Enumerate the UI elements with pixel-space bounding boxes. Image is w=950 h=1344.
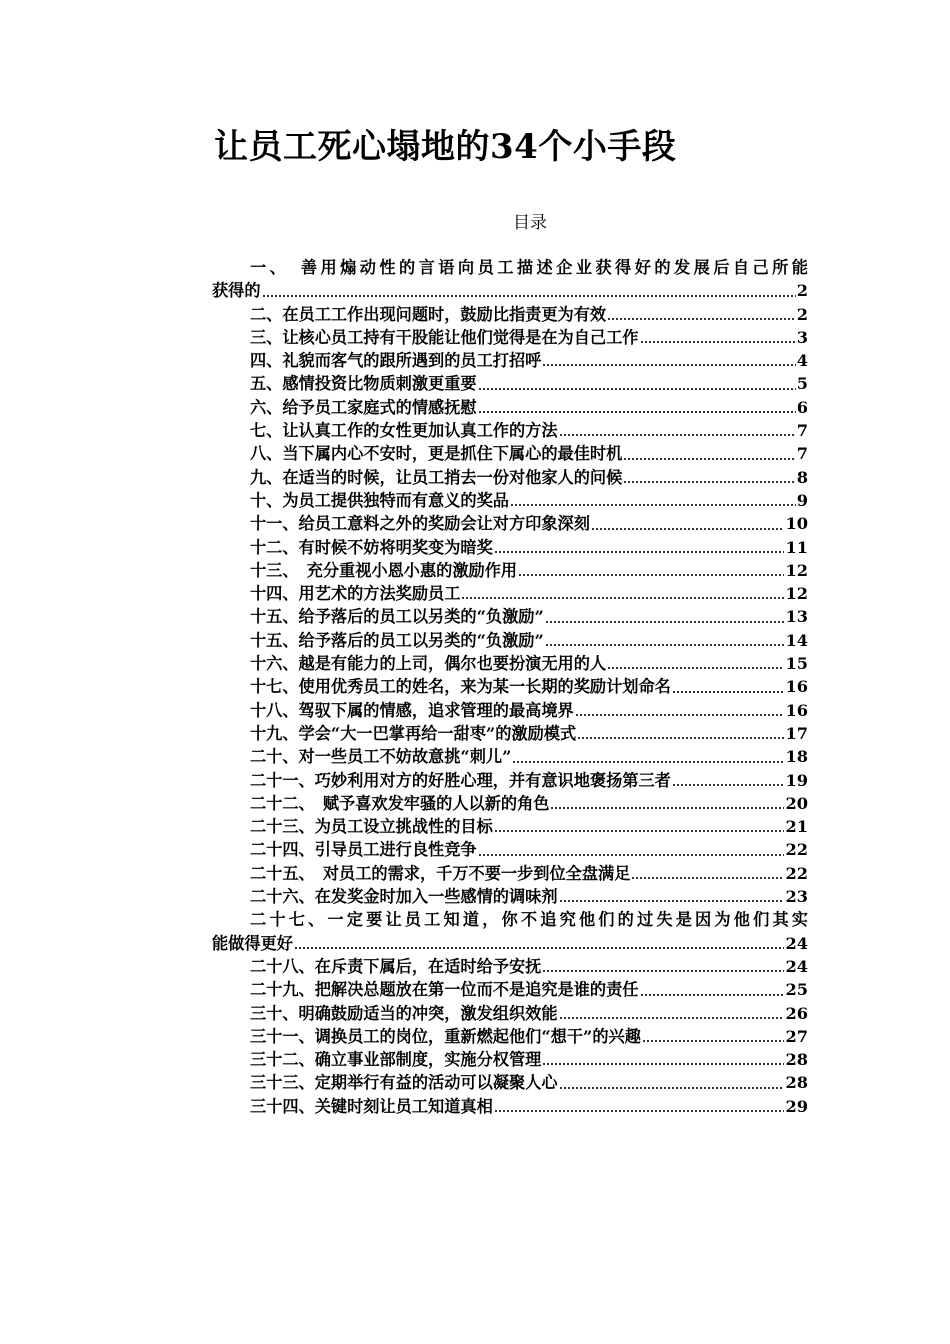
toc-heading: 目录 [513,213,547,233]
dot-leader [478,385,796,391]
toc-entry-text: 二十、对一些员工不妨故意挑“刺儿” [250,747,512,767]
toc-entry-text: 二十八、在斥责下属后，在适时给予安抚 [250,956,542,976]
toc-entry[interactable] [212,466,808,489]
toc-entry[interactable] [212,419,808,442]
toc-entry[interactable] [212,559,808,582]
toc-entry[interactable] [212,349,808,372]
dot-leader [542,361,795,367]
toc-entry[interactable] [212,372,808,395]
toc-page-number: 24 [785,933,808,953]
toc-page-number: 22 [785,840,808,860]
dot-leader [623,478,795,484]
toc-page-number: 21 [785,817,808,837]
toc-page-number: 4 [796,351,808,371]
toc-page-number: 22 [785,863,808,883]
toc-entry[interactable] [212,256,808,303]
toc-page-number: 29 [785,1096,808,1116]
toc-entry-text: 十五、给予落后的员工以另类的“负激励” [250,630,544,650]
toc-entry-text: 十一、给员工意料之外的奖励会让对方印象深刻 [250,514,590,534]
toc-entry[interactable] [212,326,808,349]
toc-entry-text: 十六、越是有能力的上司，偶尔也要扮演无用的人 [250,654,607,674]
toc-entry[interactable] [212,1071,808,1094]
toc-entry-text: 二十五、 对员工的需求，千万不要一步到位全盘满足 [250,863,631,883]
toc-entry-text: 三十二、确立事业部制度，实施分权管理 [250,1050,542,1070]
toc-page-number: 11 [785,537,808,557]
toc-entry-text: 二十四、引导员工进行良性竞争 [250,840,477,860]
toc-entry[interactable] [212,815,808,838]
toc-page-number: 13 [785,607,808,627]
toc-entry-text: 十五、给予落后的员工以另类的“负激励” [250,607,544,627]
toc-entry[interactable] [212,722,808,745]
toc-page-number: 12 [785,560,808,580]
dot-leader [478,408,796,414]
dot-leader [512,758,784,764]
dot-leader [478,851,785,857]
dot-leader [672,781,785,787]
dot-leader [550,804,784,810]
toc-entry-text: 三十四、关键时刻让员工知道真相 [250,1096,493,1116]
dot-leader [494,827,785,833]
toc-page-number: 26 [785,1003,808,1023]
dot-leader [518,571,784,577]
dot-leader [294,944,785,950]
toc-page-number: 16 [785,677,808,697]
dot-leader [262,292,796,298]
toc-entry[interactable] [212,489,808,512]
dot-leader [461,594,784,600]
toc-page-number: 10 [785,514,808,534]
toc-entry-text: 十八、驾驭下属的情感，追求管理的最高境界 [250,700,574,720]
toc-entry-text-continued: 能做得更好 [212,933,293,953]
toc-entry[interactable] [212,675,808,698]
dot-leader [545,641,785,647]
dot-leader [640,338,796,344]
dot-leader [545,618,785,624]
toc-page-number: 23 [785,887,808,907]
toc-entry[interactable] [212,442,808,465]
toc-entry[interactable] [212,512,808,535]
toc-page-number: 28 [785,1073,808,1093]
toc-page-number: 15 [785,654,808,674]
toc-entry-text: 六、给予员工家庭式的情感抚慰 [250,397,477,417]
toc-entry[interactable] [212,303,808,326]
toc-entry[interactable] [212,885,808,908]
toc-entry-text: 五、感情投资比物质刺激更重要 [250,374,477,394]
toc-entry-text: 二十七、一定要让员工知道，你不追究他们的过失是因为他们其实 [250,910,808,930]
toc-entry-text: 二十三、为员工设立挑战性的目标 [250,817,493,837]
dot-leader [559,897,785,903]
toc-page-number: 2 [796,304,808,324]
toc-entry-text: 十九、学会“大一巴掌再给一甜枣”的激励模式 [250,723,577,743]
toc-entry[interactable] [212,582,808,605]
dot-leader [559,431,796,437]
toc-page-number: 17 [785,723,808,743]
toc-page-number: 18 [785,747,808,767]
toc-page-number: 20 [785,793,808,813]
dot-leader [494,1107,785,1113]
toc-entry-text: 三、让核心员工持有干股能让他们觉得是在为自己工作 [250,327,639,347]
toc-entry-text: 二十六、在发奖金时加入一些感情的调味剂 [250,887,558,907]
dot-leader [642,1037,785,1043]
dot-leader [542,1060,784,1066]
dot-leader [577,734,784,740]
toc-page-number: 5 [796,374,808,394]
toc-entry[interactable] [212,629,808,652]
toc-entry[interactable] [212,1025,808,1048]
toc-page-number: 7 [796,421,808,441]
toc-entry[interactable] [212,745,808,768]
dot-leader [672,688,785,694]
dot-leader [559,1084,785,1090]
toc-page-number: 7 [796,444,808,464]
dot-leader [591,525,785,531]
dot-leader [631,874,784,880]
toc-entry[interactable] [212,838,808,861]
toc-page-number: 25 [785,980,808,1000]
toc-entry-text-continued: 获得的 [212,281,261,301]
toc-page-number: 24 [785,956,808,976]
page-title: 让员工死心塌地的34个小手段 [214,127,677,167]
dot-leader [575,711,785,717]
toc-entry[interactable] [212,652,808,675]
toc-page-number: 9 [796,490,808,510]
toc-page-number: 12 [785,584,808,604]
toc-entry[interactable] [212,955,808,978]
dot-leader [623,455,795,461]
toc-entry-text: 十、为员工提供独特而有意义的奖品 [250,490,509,510]
toc-entry[interactable] [212,605,808,628]
toc-entry-text: 三十三、定期举行有益的活动可以凝聚人心 [250,1073,558,1093]
toc-entry-text: 十二、有时候不妨将明奖变为暗奖 [250,537,493,557]
dot-leader [607,315,796,321]
toc-entry-text: 九、在适当的时候，让员工捎去一份对他家人的问候 [250,467,623,487]
toc-entry-text: 十七、使用优秀员工的姓名，来为某一长期的奖励计划命名 [250,677,671,697]
toc-page-number: 19 [785,770,808,790]
toc-page-number: 3 [796,327,808,347]
toc-entry[interactable] [212,1048,808,1071]
toc-entry[interactable] [212,699,808,722]
toc-entry-text: 二十一、巧妙利用对方的好胜心理，并有意识地褒扬第三者 [250,770,671,790]
toc-entry-text: 十三、 充分重视小恩小惠的激励作用 [250,560,518,580]
toc-entry-text: 二十九、把解决总题放在第一位而不是追究是谁的责任 [250,980,639,1000]
dot-leader [494,548,785,554]
toc-entry-text: 十四、用艺术的方法奖励员工 [250,584,461,604]
toc-entry[interactable] [212,396,808,419]
toc-page-number: 16 [785,700,808,720]
toc-entry[interactable] [212,1002,808,1025]
toc-entry[interactable] [212,536,808,559]
toc-page-number: 14 [785,630,808,650]
toc-entry-text: 三十、明确鼓励适当的冲突，激发组织效能 [250,1003,558,1023]
toc-entry[interactable] [212,978,808,1001]
toc-entry[interactable] [212,769,808,792]
dot-leader [607,664,784,670]
toc-entry-text: 二十二、 赋予喜欢发牢骚的人以新的角色 [250,793,550,813]
toc-entry[interactable] [212,1095,808,1118]
toc-page-number: 2 [796,281,808,301]
toc-page-number: 28 [785,1050,808,1070]
dot-leader [559,1014,785,1020]
toc-entry[interactable] [212,792,808,815]
toc-entry-text: 二、在员工工作出现问题时，鼓励比指责更为有效 [250,304,607,324]
toc-entry[interactable] [212,908,808,955]
toc-entry-text: 四、礼貌而客气的跟所遇到的员工打招呼 [250,351,542,371]
toc-entry[interactable] [212,862,808,885]
toc-page-number: 27 [785,1026,808,1046]
toc-entry-text: 三十一、调换员工的岗位，重新燃起他们“想干”的兴趣 [250,1026,641,1046]
table-of-contents [212,256,808,1118]
toc-page-number: 8 [796,467,808,487]
toc-page-number: 6 [796,397,808,417]
dot-leader [510,501,796,507]
toc-entry-text: 一、 善用煽动性的言语向员工描述企业获得好的发展后自己所能 [250,258,808,277]
toc-entry-text: 八、当下属内心不安时，更是抓住下属心的最佳时机 [250,444,623,464]
toc-entry-text: 七、让认真工作的女性更加认真工作的方法 [250,421,558,441]
dot-leader [542,967,784,973]
dot-leader [640,991,785,997]
